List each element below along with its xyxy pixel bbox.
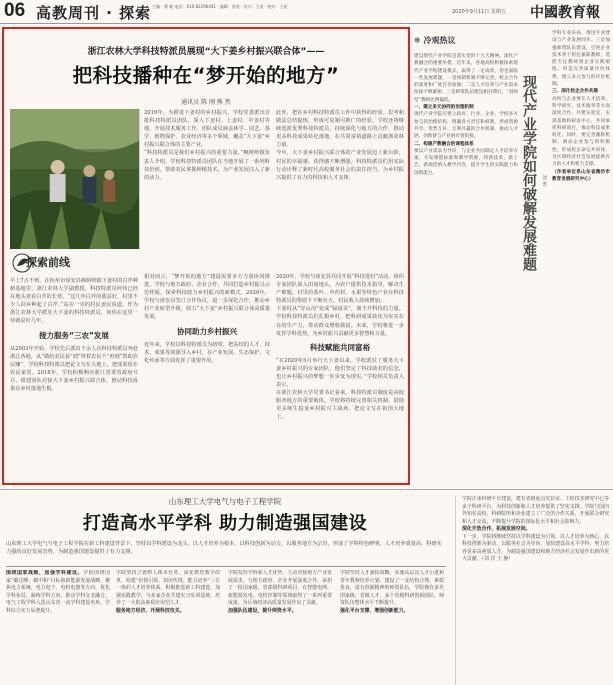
bottom-lead: 山东理工大学电气与电子工程学院在新工科建设背景下，坚持以学科建设为龙头，以人才培养为根本，以科技创新为动力，以服务地方为宗旨，形成了学科特色鲜明、人才培养质量高、科研实力强的良好发展态势，为制造强国建设提供了有力支撑。 bbox=[6, 541, 442, 555]
commentary-paragraph-3: 要以产业需求为导向，与企业共同制定人才培养方案，开发课程标准和教学资源，将新技术、新工艺、新规范纳入教学内容，提升学生的实践能力和创新能力。 bbox=[414, 148, 518, 176]
newspaper-name: 中國教育報 bbox=[530, 5, 600, 21]
badge-title: 探索前线 bbox=[26, 256, 70, 269]
bottom-column-1 bbox=[6, 570, 110, 684]
column-4-paragraph: 相对而言，“梦开始的地方”建设需要多方力量协同推进。学校与地方政府、企业合作，共同打造乡村振兴示范样板，探索科技助力乡村振兴的新模式。2020年，学校与淳安县签订合作协议，进一步深化合作，推动乡村产业转型升级，助力“大下姜”乡村振兴联合体高质量发展。 bbox=[144, 274, 270, 321]
commentary-badge-label: 冷观热议 bbox=[423, 36, 456, 45]
bottom-paragraph-1: 学院围绕国家“碳达峰、碳中和”目标和新能源发展战略，聚焦电力系统、电力电子、电机电器等方向，优化学科布局，凝练学科方向，推动学科交叉融合。电气工程学科入选山东省一流学科建设名单，学科综合实力显著提升。 bbox=[6, 570, 110, 614]
page-number: 06 bbox=[4, 0, 26, 21]
column-1-paragraph: 早上7点不到，在杭州市淳安县枫树岭镇下姜村的白芹种植基地里，浙江农林大学副教授、科技特派员何伟已经在地头查看白芹的长势。“这几年白芹的收益好，村里不少人回乡种起了白芹。”站在一旁的村民姜民说道。作为浙江农林大学派驻大下姜的科技特派员，何伟在这里一待就是好几年。 bbox=[10, 278, 138, 325]
article-kicker: 浙江农林大学科技特派员展现“大下姜乡村振兴联合体”—— bbox=[87, 47, 325, 57]
featured-article bbox=[2, 27, 410, 485]
column-2-paragraph: 2019年，为推进下姜村的乡村振兴，学校党委派出首批科技特派员团队，深入下姜村、上姜村、中姜村等地，开展技术服务工作。团队成员涵盖林学、园艺、茶学、植物保护、农业经济等多个领域，覆盖“大下姜”乡村振兴联合体的主要产业。 bbox=[144, 110, 270, 149]
commentary-paragraph-2: 现代产业学院应建立政府、行业、企业、学校多方参与的治理结构，明确各方责任和权利，形成资源共享、优势互补、互利共赢的合作机制，推动人才链、创新链与产业链有效衔接。 bbox=[414, 112, 518, 140]
commentary-title: 现代产业学院如何破解发展难题 bbox=[521, 75, 537, 271]
commentary-author: 刘 勇 bbox=[541, 175, 547, 187]
column-5-paragraph: 2020年，学校与淳安县共同开展“科技进村”活动，组织专家团队深入田间地头，为农户提供技术指导，解决生产难题。村里的茶叶、中药材、水果等特色产业在科技特派员的帮助下不断壮大，村民收入持续增加。 bbox=[276, 274, 404, 305]
article-column-3 bbox=[276, 109, 404, 269]
commentary-paragraph-5: 高校与企业要在人才培养、科学研究、技术服务等方面深度合作，共建实验室、实训基地和研发中心，共同承担科研项目，推动科技成果转化。同时，要完善激励机制，调动企业参与的积极性，形成校企命运共同体，为区域经济社会发展提供有力的人才和智力支撑。 bbox=[552, 96, 610, 168]
masthead-editor-info: 主编：翟 帆 电话：010-82296441 · 编辑：张欣 · 设计：王星 · 校对：王星 bbox=[152, 4, 288, 9]
bottom-paragraph-5: 学院注重科研平台建设，建有省级重点实验室、工程技术研究中心等多个科研平台，为科技创新和人才培养提供了坚实支撑。学院与国内外知名高校、科研院所和企业建立了广泛的合作关系，开展联合研究和人才交流，不断提升学院的国际化水平和社会影响力。 bbox=[462, 496, 609, 525]
commentary-section bbox=[412, 27, 613, 485]
bottom-paragraph-6: 下一步，学院将继续坚持以学科建设为引领，以人才培养为核心，以科技创新为驱动，以服务社会为导向，加快建设高水平学科，努力培养更多高素质人才，为制造强国建设和地方经济社会发展作出新的更大贡献。（刘 洋 王 静） bbox=[462, 533, 609, 562]
article-column-1 bbox=[10, 277, 138, 483]
article-byline: 通讯员 陈 刚 熊 然 bbox=[181, 99, 231, 106]
column-5-paragraph-2: “在2020年5月举行大下姜以来，学校派驻了服务大下姜乡村振兴的专家团队，他们坚定了科技助农的信念，也让乡村振兴的梦想一步步变为现实。”学校相关负责人表示。 bbox=[276, 357, 404, 389]
section-title: 高教周刊 · 探索 bbox=[36, 4, 152, 22]
bottom-subheading-4: 强化平台支撑，增强创新能力。 bbox=[340, 607, 409, 614]
bottom-article bbox=[0, 489, 613, 685]
bottom-subheading-5: 深化开放合作，拓展发展空间。 bbox=[462, 526, 531, 532]
bottom-paragraph-3: 学院发挥学科和人才优势，主动对接地方产业发展需求，与地方政府、企业开展深度合作，承担了一批国家级、省部级科研项目，在智能电网、新能源发电、电机控制等领域取得了一系列重要成果，为区域经济高质量发展作出了贡献。 bbox=[228, 570, 332, 606]
column-4-subheading: 协同助力乡村振兴 bbox=[177, 326, 237, 336]
commentary-column-b bbox=[552, 30, 610, 482]
commentary-badge bbox=[414, 35, 456, 46]
bottom-subheading-3: 加强队伍建设，提升师资水平。 bbox=[228, 607, 297, 614]
bottom-column-2 bbox=[116, 570, 220, 684]
masthead bbox=[0, 0, 613, 24]
snowflake-icon: ❄ bbox=[414, 36, 421, 45]
issue-date: 2020年9月11日 星期五 bbox=[452, 9, 506, 15]
column-5-subheading: 科技赋能共同富裕 bbox=[310, 342, 370, 352]
column-5-paragraph-3: 下姜村从“穷山沟”变成“绿富美”，离不开科技的力量。学校科技特派员们扎根乡村，把科研成果转化为实实在在的生产力，带动群众增收致富。未来，学校将进一步发挥学科优势，为乡村振兴贡献更多智慧和力量。 bbox=[276, 306, 404, 337]
commentary-column-a bbox=[414, 53, 518, 481]
commentary-paragraph-4: 学科专业布局，推进专业建设与产业发展同步。三是加强师资队伍建设，引进企业技术骨干担任兼职教师，选派专任教师到企业实践锻炼。四是完善质量评价体系，建立多元参与的评价机制。 bbox=[552, 31, 610, 88]
article-column-4 bbox=[144, 273, 270, 483]
article-headline: 把科技播种在“梦开始的地方” bbox=[72, 64, 340, 87]
commentary-paragraph: 建设现代产业学院是落实党的十九大精神、深化产教融合的重要举措。近年来，各地高校积极探索现代产业学院建设模式，取得了一定成效，但也面临一些发展难题。一是体制机制不够完善，校企合作的深度和广度有待加强；二是人才培养与产业需求衔接不够紧密；三是师资队伍建设相对滞后，“双师型”教师比例偏低。 bbox=[414, 54, 518, 103]
commentary-subheading-2: 二、构建产教融合的课程体系 bbox=[414, 141, 474, 147]
bottom-subheading-1: 围绕国家战略，加强学科建设。 bbox=[6, 570, 84, 576]
column-1-paragraph-2: 从2003年开始，学校先后派出千余人次科技特派员奔赴浙江各地，从“做给农民看”到“带着农民干”再到“帮助农民赚”，学校科技特派员把论文写在大地上，把成果留在农民家里。2018年，学校积极响应浙江省委省政府号召，组建团队对接大下姜乡村振兴联合体，推动科技成果在乡村落地生根。 bbox=[10, 345, 138, 393]
commentary-subheading: 一、建立多元协同的治理机制 bbox=[414, 105, 474, 111]
bottom-headline: 打造高水平学科 助力制造强国建设 bbox=[82, 513, 368, 534]
article-column-2 bbox=[144, 109, 270, 269]
article-photo bbox=[10, 109, 140, 249]
field-photo-image bbox=[10, 109, 139, 249]
column-3-paragraph: 此外，把在乡村科技特派员工作中获得的经验、思考和做法总结提炼，形成可复制可推广的经验。学校还将继续选派优秀科技特派员，持续深化与地方的合作，推动更多科技成果转化落地，在共同富裕道路上贡献浙农林力量。 bbox=[276, 110, 404, 149]
section-badge bbox=[12, 252, 96, 274]
column-5-paragraph-4: 在浙江农林大学党委书记看来，科技特派员制度是高校服务地方的重要载体。学校将持续完善相关机制，鼓励更多师生投身乡村振兴主战场，把论文写在祖国大地上。 bbox=[276, 390, 404, 421]
bottom-paragraph-4: 学院坚持人才强院战略，实施高层次人才引进和青年教师培养计划，建设了一支结构合理、素质优良、富有创新精神的师资队伍。学院拥有多名国家级、省级人才，多个省级科研创新团队，师资队伍整体水平不断提升。 bbox=[340, 570, 444, 606]
commentary-author-note: （作者单位系山东省潍坊市教育发展研究中心） bbox=[552, 169, 610, 182]
column-4-paragraph-2: 近年来，学校以科技特派员为纽带，把高校的人才、技术、成果等资源导入乡村，在产业发展、生态保护、文化传承等方面发挥了重要作用。 bbox=[144, 341, 270, 364]
commentary-subheading-3: 三、深化校企合作共建 bbox=[552, 89, 598, 95]
column-1-subheading: 接力服务“三农”发展 bbox=[39, 330, 109, 340]
bottom-column-5 bbox=[455, 496, 609, 684]
bottom-paragraph-2: 学院坚持立德树人根本任务，深化教育教学改革，构建“价值引领、知识传授、能力培养”三位一体的人才培养体系。积极推进新工科建设，加强实践教学，与多家企业共建实习实训基地，培养了一大批高素质应用型人才。 bbox=[116, 570, 220, 606]
column-3-paragraph-2: 今年，大下姜乡村振兴联合体的产业发展迈上新台阶，村民的幸福感、获得感不断增强。科技特派员们用实际行动诠释了新时代高校服务社会的责任担当，为乡村振兴提供了有力的科技和人才支撑。 bbox=[276, 150, 404, 181]
bottom-column-4 bbox=[340, 570, 444, 684]
bottom-kicker: 山东理工大学电气与电子工程学院 bbox=[168, 497, 282, 506]
bottom-subheading-2: 服务地方经济，开展科技攻关。 bbox=[116, 607, 185, 614]
article-column-5 bbox=[276, 273, 404, 483]
bottom-column-3 bbox=[228, 570, 332, 684]
column-2-paragraph-2: “科技特派员是我们乡村振兴的重要力量。”枫树岭镇负责人介绍，学校科技特派员团队在当地开展了一系列科技培训，帮助农民掌握种植技术，为产业发展注入了新的活力。 bbox=[144, 150, 270, 181]
divider bbox=[6, 566, 446, 567]
